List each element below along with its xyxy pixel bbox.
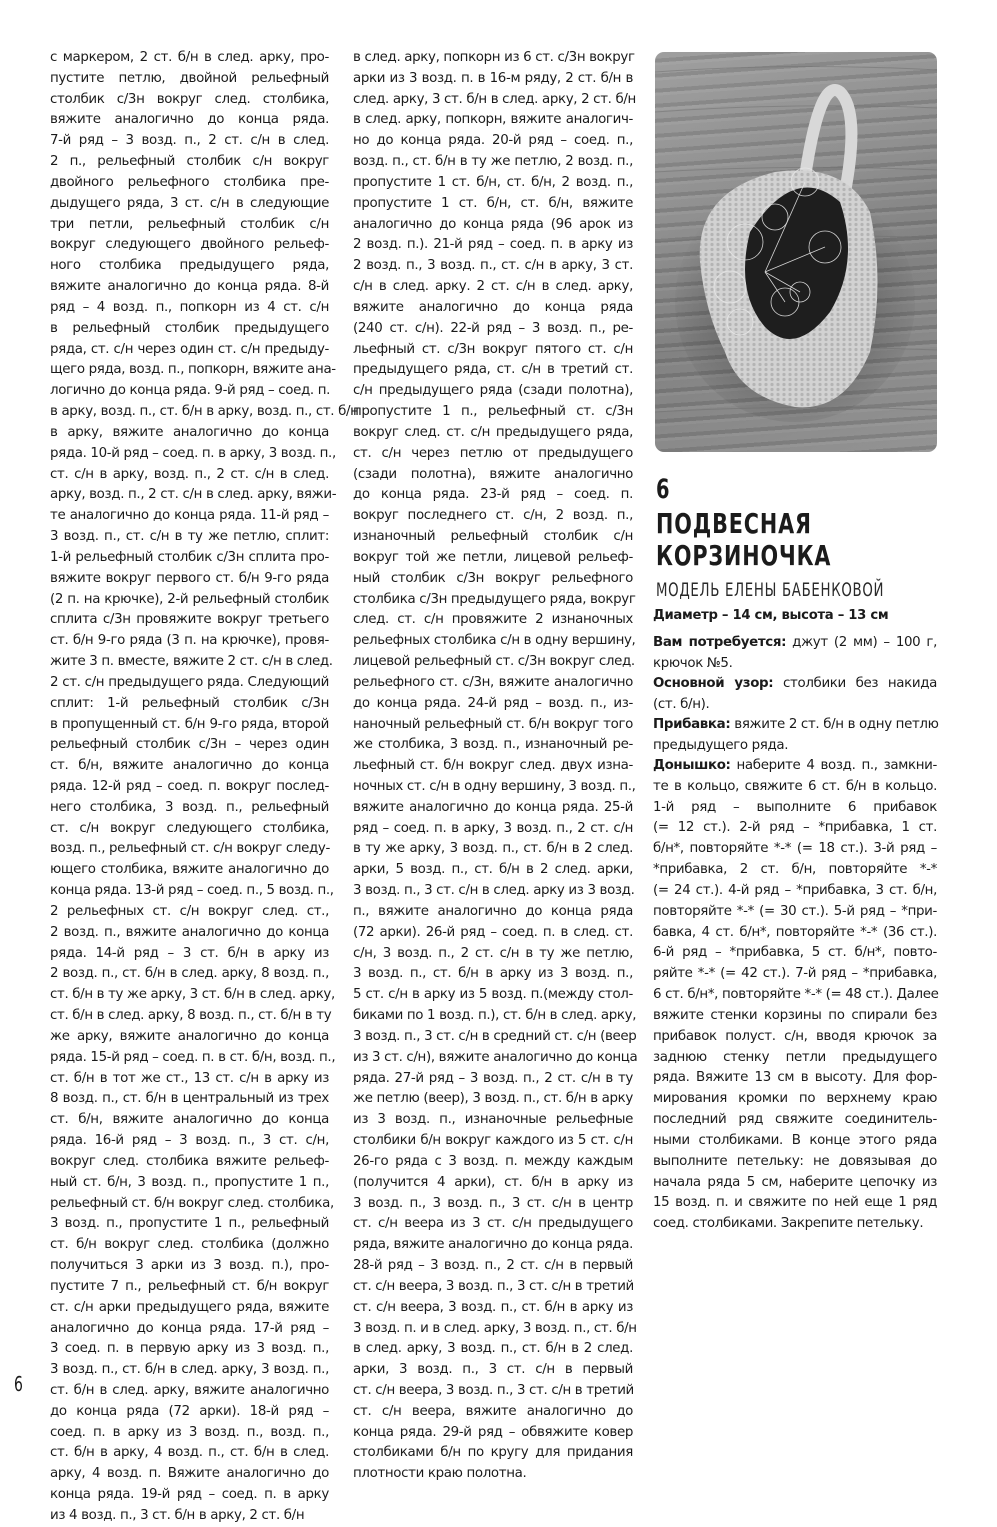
text-line: двойного рельефного столбика пре- [50,174,329,190]
bottom-text: последний ряд свяжите соединитель- [653,1112,937,1128]
text-line: арку, 4 возд. п. Вяжите аналогично до [50,1466,329,1482]
bottom-text: заднюю стенку петли предыдущего [653,1049,937,1065]
text-line: ряда. 14-й ряд – 3 ст. б/н в арку из [50,945,329,961]
text-line: ный столбик с/3н вокруг рельефного [353,570,633,586]
text-line: аналогично до конца ряда. 17-й ряд – [50,1320,329,1336]
text-line: до конца ряда. 24-й ряд – возд. п., из- [353,695,633,711]
text-line: 2 возд. п., ст. б/н в след. арку, 8 возд. п., [50,966,329,982]
text-line: ряд – 4 возд. п., попкорн из 4 ст. с/н [50,299,329,315]
text-line: ст. с/н через петлю от предыдущего [353,445,633,461]
text-line: возд. п., рельефный ст. с/н вокруг следу- [50,841,330,857]
text-line: ющего столбика, вяжите аналогично до [50,862,329,878]
text-line: возд. п., ст. б/н в ту же петлю, 2 возд. п., [353,154,633,170]
text-line: ряда. 16-й ряд – 3 возд. п., 3 ст. с/н, [50,1133,329,1149]
text-line: 26-го ряда с 3 возд. п. между каждым [353,1153,633,1169]
text-line: ряд – соед. п. в арку, 3 возд. п., 2 ст. с/н [353,820,633,836]
text-line: (получится 4 арки), ст. б/н в арку из [353,1174,633,1190]
text-line: изнаночный рельефный столбик с/н [353,529,633,545]
bottom-text: те в кольцо, свяжите 6 ст. б/н в кольцо. [653,778,937,794]
text-line: с/н в след. арку. 2 ст. с/н в след. арку, [353,279,633,295]
bottom-text: б/н*, повторяйте *-* (= 18 ст.). 3-й ряд – [653,841,937,857]
text-line: аналогично до конца ряда (96 арок из [353,216,633,232]
increase-text: предыдущего ряда. [653,737,789,753]
text-line: ст. с/н веера из 3 ст. с/н предыдущего [353,1216,633,1232]
text-line: же столбика, 3 возд. п., изнаночный ре- [353,737,633,753]
text-line: вокруг следующего двойного рельеф- [50,237,329,253]
text-line: ст. с/н веера, 3 возд. п., ст. б/н в арку из [353,1299,633,1315]
text-line: ст. с/н веера, вяжите аналогично до [353,1403,633,1419]
bottom-text: 6 ст. б/н*, повторяйте *-* (= 48 ст.). Далее [653,987,939,1003]
text-line: вокруг последнего ст. с/н, 2 возд. п., [353,508,633,524]
text-line: в ту же арку, 3 возд. п., ст. б/н в 2 след. [353,841,633,857]
text-line: вокруг след. ст. с/н предыдущего ряда, [353,424,633,440]
bottom-text: 6-й ряд – *прибавка, 5 ст. б/н*, повто- [653,945,937,961]
text-line: ст. с/н вокруг следующего столбика, [50,820,329,836]
project-author: МОДЕЛЬ ЕЛЕНЫ БАБЕНКОВОЙ [656,579,885,601]
text-line: вяжите аналогично до конца ряда. 8-й [50,279,329,295]
text-line: (240 ст. с/н). 22-й ряд – 3 возд. п., ре- [353,320,633,336]
text-line: ст. с/н веера, 3 возд. п., 3 ст. с/н в третий [353,1278,634,1294]
text-line: щего ряда, возд. п., попкорн, вяжите ана- [50,362,336,378]
text-line: столбика с/3н предыдущего ряда, вокруг [353,591,636,607]
text-line: арки из 3 возд. п. в 16-м ряду, 2 ст. б/н в [353,70,633,86]
text-line: пропустите 1 ст. б/н, ст. б/н, 2 возд. п., [353,174,633,190]
bottom-text: 1-й ряд – выполните 6 прибавок [653,799,937,815]
text-line: вокруг след. столбика вяжите рельеф- [50,1153,329,1169]
text-line: с/н предыдущего ряда (сзади полотна), [353,383,633,399]
text-line: ряда. 15-й ряд – соед. п. в ст. б/н, возд. п., [50,1049,336,1065]
text-line: рельефного ст. с/3н, вяжите аналогично [353,674,633,690]
text-line: до конца ряда. 23-й ряд – соед. п. [353,487,633,503]
bottom-text: мирования кромки по верхнему краю [653,1091,937,1107]
text-line: получиться 3 арки из 3 возд. п.), про- [50,1258,329,1274]
text-line: 3 возд. п., 3 возд. п., 3 ст. с/н в центр [353,1195,633,1211]
text-line: ряда. 27-й ряд – 3 возд. п., 2 ст. с/н в ту [353,1070,633,1086]
text-line: ряда, ст. с/н через один ст. с/н предыду- [50,341,329,357]
bottom-text: соед. столбиками. Закрепите петельку. [653,1216,924,1232]
main-pattern-paragraph [653,674,937,716]
bottom-text: повторяйте *-* (= 30 ст.). 5-й ряд – *при- [653,903,937,919]
project-title [656,508,831,572]
text-line: из 3 ст. с/н), вяжите аналогично до конца [353,1049,638,1065]
main-pattern-text: (ст. б/н). [653,696,710,712]
text-line: до конца ряда (72 арки). 18-й ряд – [50,1403,329,1419]
text-line: ст. б/н в ту же арку, 3 ст. б/н в след. арку, [50,987,335,1003]
text-line: дыдущего ряда, 3 ст. с/н в следующие [50,195,329,211]
text-line: 1-й рельефный столбик с/3н сплита про- [50,549,329,565]
text-line: ряда, вяжите аналогично до конца ряда. [353,1237,633,1253]
text-line: в след. арку, 3 возд. п., ст. б/н в 2 след. [353,1341,633,1357]
text-line: ст. б/н, вяжите аналогично до конца [50,758,329,774]
bottom-text: прибавок полуст. с/н, вводя крючок за [653,1028,937,1044]
materials-paragraph [653,633,937,675]
text-line: конца ряда. 13-й ряд – соед. п., 5 возд. п., [50,883,334,899]
text-line: 3 возд. п., ст. б/н в арку из 3 возд. п., [353,966,633,982]
text-line: 2 возд. п.). 21-й ряд – соед. п. в арку из [353,237,633,253]
text-line: ст. б/н в арку, 4 возд. п., ст. б/н в след. [50,1445,329,1461]
text-line: столбики б/н вокруг каждого из 5 ст. с/н [353,1133,633,1149]
text-line: 3 возд. п. и в след. арку, 3 возд. п., ст. б/н [353,1320,637,1336]
text-line: в след. арку, попкорн из 6 ст. с/3н вокруг [353,50,635,65]
bottom-text: выполните петельку: не довязывая до [653,1153,937,1169]
text-line: вяжите аналогично до конца ряда [353,299,633,315]
text-line: конца ряда. 29-й ряд – обвяжите ковер [353,1424,633,1440]
text-line: вяжите аналогично до конца ряда. 25-й [353,799,633,815]
text-line: наночный рельефный ст. б/н вокруг того [353,716,633,732]
text-line: 7-й ряд – 3 возд. п., 2 ст. с/н в след. [50,133,329,149]
text-line: 8 возд. п., ст. б/н в центральный из трех [50,1091,329,1107]
bottom-text: 15 возд. п. и свяжите по ней еще 1 ряд [653,1195,937,1211]
text-line: след. ст. с/н провяжите 2 изнаночных [353,612,633,628]
text-line: лицевой рельефный ст. с/3н вокруг след. [353,654,635,670]
text-line: вокруг той же петли, лицевой рельеф- [353,549,633,565]
text-line: три петли, рельефный столбик с/н [50,216,329,232]
text-line: 3 возд. п., 3 ст. с/н в след. арку из 3 возд. [353,883,635,899]
text-line: биками по 1 возд. п.), ст. б/н в след. арку, [353,1008,637,1024]
bottom-text: бавка, 4 ст. б/н*, повторяйте *-* (36 ст.). [653,924,937,940]
text-line: пропустите 1 п., рельефный ст. с/3н [353,404,633,420]
text-line: 3 возд. п., 3 ст. с/н в средний ст. с/н (веер [353,1028,637,1044]
text-line: пустите 7 п., рельефный ст. б/н вокруг [50,1278,329,1294]
text-line: конца ряда. 19-й ряд – соед. п. в арку [50,1487,329,1503]
text-line: в арку, вяжите аналогично до конца [50,424,329,440]
materials-label: Вам потребуется: [653,635,787,650]
text-line: же арку, вяжите аналогично до конца [50,1028,329,1044]
bottom-text: *прибавка, 2 ст. б/н, повторяйте *-* [653,862,937,878]
text-line: из 3 возд. п., изнаночные рельефные [353,1112,633,1128]
text-line: в арку, возд. п., ст. б/н в арку, возд. п., ст. б/н [50,404,359,420]
bottom-text: ряйте *-* (= 42 ст.). 7-й ряд – *прибавка, [653,966,937,982]
project-size: Диаметр – 14 см, высота – 13 см [653,608,889,623]
main-pattern-text: столбики без накида [783,676,937,691]
text-line: арки, 5 возд. п., ст. б/н в 2 след. арки, [353,862,633,878]
text-line: ного столбика предыдущего ряда, [50,258,329,274]
basket-photo [655,52,937,452]
text-line: пустите петлю, двойной рельефный [50,70,329,86]
increase-label: Прибавка: [653,717,731,732]
text-line: 5 ст. с/н в арку из 5 возд. п.(между стол- [353,987,633,1003]
text-line: жите 3 п. вместе, вяжите 2 ст. с/н в след. [50,654,333,670]
middle-text-column [353,48,638,1485]
text-line: соед. п. в арку из 3 возд. п., возд. п., [50,1424,329,1440]
text-line: след. арку, 3 ст. б/н в след. арку, 2 ст. б/н [353,91,636,107]
text-line: же петлю (веер), 3 возд. п., ст. б/н в арку [353,1091,633,1107]
project-title-line: КОРЗИНОЧКА [656,539,832,572]
text-line: льефный ст. с/3н вокруг пятого ст. с/н [353,341,633,357]
basket-illustration [655,52,937,452]
text-line: в след. арку, попкорн, вяжите аналогич- [353,112,633,128]
text-line: 3 соед. п. в первую арку из 3 возд. п., [50,1341,329,1357]
materials-text: крючок №5. [653,655,733,671]
project-number: 6 [656,474,670,505]
text-line: ный ст. б/н, 3 возд. п., пропустите 1 п., [50,1174,329,1190]
text-line: сплит: 1-й рельефный столбик с/3н [50,695,329,711]
bottom-text: (= 24 ст.). 4-й ряд – *прибавка, 3 ст. б/н, [653,882,937,898]
text-line: вяжите вокруг первого ст. б/н 9-го ряда [50,570,329,586]
text-line: ночных ст. с/н в одну вершину, 3 возд. п., [353,778,636,794]
text-line: ст. б/н 9-го ряда (3 п. на крючке), провя- [50,633,329,649]
text-line: арки, 3 возд. п., 3 ст. с/н в первый [353,1362,633,1378]
text-line: предыдущего ряда, ст. с/н в третий ст. [353,362,633,378]
text-line: сплита с/3н провяжите вокруг третьего [50,612,329,628]
text-line: ст. с/н арки предыдущего ряда, вяжите [50,1299,329,1315]
text-line: ст. б/н в след. арку, 8 возд. п., ст. б/н в ту [50,1008,332,1024]
text-line: ст. с/н в арку, возд. п., 2 ст. с/н в след. [50,466,329,482]
bottom-text: (= 12 ст.). 2-й ряд – *прибавка, 1 ст. [653,820,937,836]
text-line: столбик с/3н вокруг след. столбика, [50,91,329,107]
text-line: ст. б/н, вяжите аналогично до конца [50,1112,329,1128]
bottom-paragraph [653,756,937,1235]
text-line: из 4 возд. п., 3 ст. б/н в арку, 2 ст. б/н [50,1507,305,1523]
text-line: 2 возд. п., 3 возд. п., ст. с/н в арку, 3 ст. [353,258,633,274]
text-line: ряда. 10-й ряд – соед. п. в арку, 3 возд. п., [50,445,336,461]
text-line: столбиками б/н по кругу для придания [353,1445,633,1461]
main-pattern-label: Основной узор: [653,676,774,691]
text-line: плотности краю полотна. [353,1466,527,1482]
left-text-column [50,48,359,1527]
bottom-label: Донышко: [653,758,731,773]
bottom-text: вяжите стенки корзины по спирали без [653,1007,937,1023]
text-line: ряда. 12-й ряд – соед. п. вокруг послед- [50,778,329,794]
increase-text: вяжите 2 ст. б/н в одну петлю [734,717,939,732]
text-line: в рельефный столбик предыдущего [50,320,329,336]
text-line: 2 ст. с/н предыдущего ряда. Следующий [50,674,329,690]
text-line: ст. б/н в тот же ст., 13 ст. с/н в арку из [50,1070,329,1086]
text-line: но до конца ряда. 20-й ряд – соед. п., [353,133,633,149]
text-line: те аналогично до конца ряда. 11-й ряд – [50,508,329,524]
text-line: 28-й ряд – 3 возд. п., 2 ст. с/н в первый [353,1258,633,1274]
text-line: рельефный ст. б/н вокруг след. столбика, [50,1195,334,1211]
text-line: него столбика, 3 возд. п., рельефный [50,799,329,815]
text-line: логично до конца ряда. 9-й ряд – соед. п. [50,383,331,399]
text-line: ст. с/н веера, 3 возд. п., 3 ст. с/н в третий [353,1383,634,1398]
text-line: 3 возд. п., ст. б/н в след. арку, 3 возд. п., [50,1362,329,1378]
text-line: 3 возд. п., ст. с/н в ту же петлю, сплит: [50,529,329,545]
bottom-text: ряда. Вяжите 13 см в высоту. Для фор- [653,1070,937,1086]
text-line: в пропущенный ст. б/н 9-го ряда, второй [50,716,329,732]
text-line: рельефный столбик с/3н – через один [50,737,329,753]
text-line: п., вяжите аналогично до конца ряда [353,903,633,919]
text-line: (сзади полотна), вяжите аналогично [353,466,633,482]
text-line: 2 п., рельефный столбик с/н вокруг [50,154,329,170]
bottom-text: ными столбиками. В конце этого ряда [653,1132,937,1148]
materials-text: джут (2 мм) – 100 г, [792,635,937,650]
text-line: 2 рельефных ст. с/н вокруг след. ст., [50,903,329,919]
text-line: (2 п. на крючке), 2-й рельефный столбик [50,591,329,607]
text-line: арку, возд. п., 2 ст. с/н в след. арку, вяжи- [50,487,337,503]
text-line: с маркером, 2 ст. б/н в след. арку, про- [50,50,329,65]
page-number: 6 [14,1372,23,1396]
text-line: ст. б/н в след. арку, вяжите аналогично [50,1383,329,1398]
project-title-line: ПОДВЕСНАЯ [656,507,812,540]
text-line: ст. б/н вокруг след. столбика (должно [50,1237,329,1253]
text-line: 2 возд. п., вяжите аналогично до конца [50,924,329,940]
text-line: вяжите аналогично до конца ряда. [50,112,329,128]
bottom-text: начала ряда 5 см, наберите цепочку из [653,1174,937,1190]
text-line: пропустите 1 ст. б/н, ст. б/н, вяжите [353,195,633,211]
increase-paragraph [653,715,937,757]
text-line: рельефных столбика с/н в одну вершину, [353,633,636,649]
text-line: с/н, 3 возд. п., 2 ст. с/н в ту же петлю, [353,945,633,961]
text-line: льефный ст. б/н вокруг след. двух изна- [353,758,633,774]
text-line: (72 арки). 26-й ряд – соед. п. в след. ст. [353,924,633,940]
bottom-text: наберите 4 возд. п., замкни- [730,758,937,773]
text-line: 3 возд. п., пропустите 1 п., рельефный [50,1216,329,1232]
